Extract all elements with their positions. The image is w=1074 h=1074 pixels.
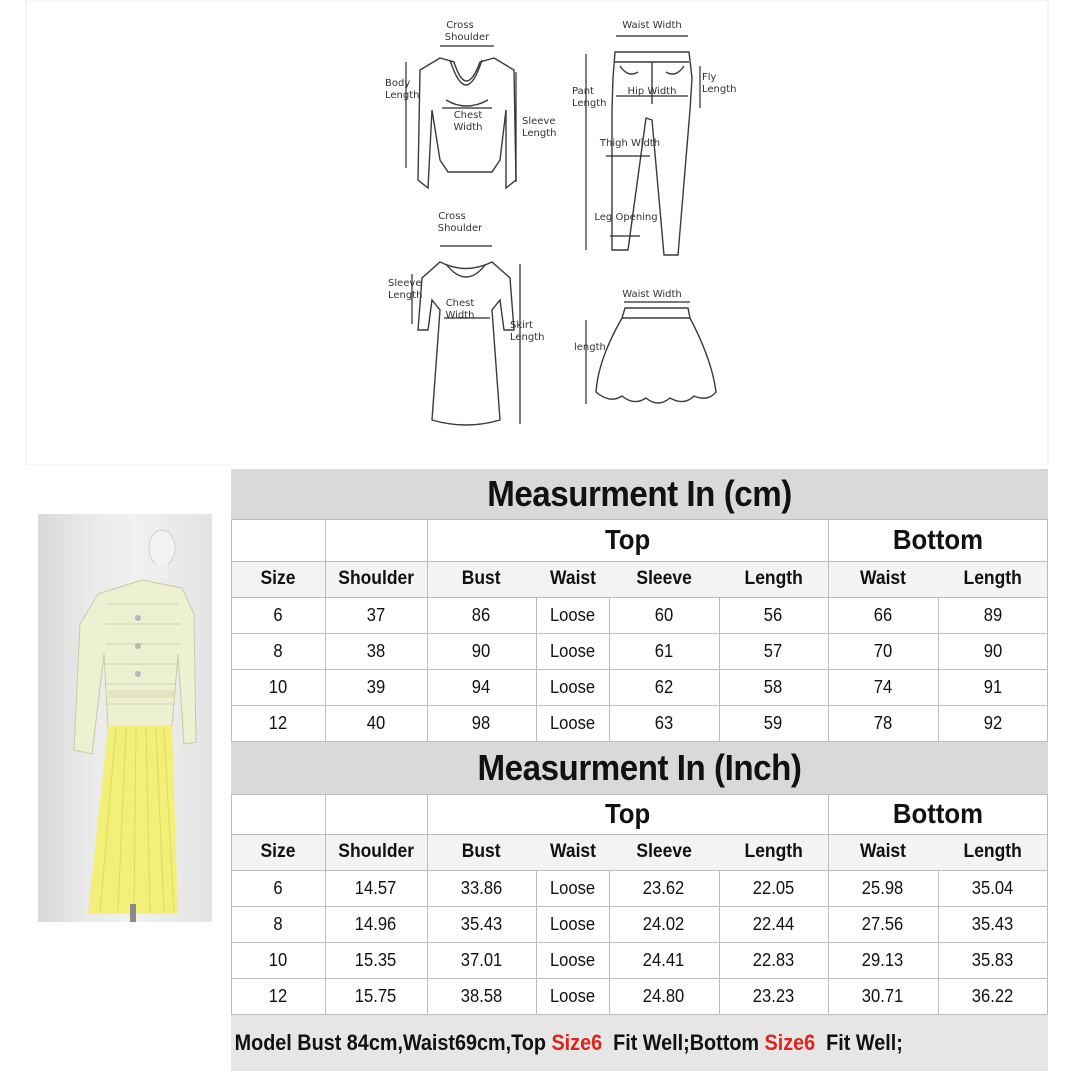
table-row — [231, 705, 1048, 741]
table-row — [231, 669, 1048, 705]
table-cell — [427, 978, 536, 1014]
table-cell-text: Loose — [549, 949, 596, 970]
garment-sketches — [0, 0, 1074, 465]
table-cell-text: 33.86 — [460, 877, 503, 898]
table-cell — [536, 942, 609, 978]
table-cell-text: 57 — [764, 640, 783, 661]
grid-line — [719, 597, 720, 741]
table-cell — [938, 633, 1048, 669]
table-cell-text: 6 — [273, 604, 283, 625]
table-cell — [325, 705, 427, 741]
table-cell — [536, 906, 609, 942]
table-cell-text: 37.01 — [460, 949, 503, 970]
table-cell-text: 39 — [366, 676, 386, 697]
grid-line — [231, 978, 1048, 979]
column-header — [231, 561, 325, 597]
table-cell-text: 40 — [366, 712, 386, 733]
table-cell-text: 22.83 — [752, 949, 795, 970]
column-header — [828, 561, 938, 597]
grid-line — [231, 633, 1048, 634]
note-text-3: Fit Well; — [815, 1030, 903, 1055]
table-cell-text: 30.71 — [862, 985, 904, 1006]
table-title: Measurment In (Inch) — [477, 747, 802, 788]
column-header — [609, 834, 719, 870]
group-top-label-text: Top — [604, 798, 651, 829]
column-header-row — [231, 561, 1048, 597]
grid-line — [325, 794, 326, 1014]
column-header-row — [231, 834, 1048, 870]
column-header-text: Waist — [549, 568, 596, 589]
column-header — [938, 834, 1048, 870]
table-title: Measurment In (cm) — [487, 473, 792, 514]
table-cell-text: 63 — [654, 712, 674, 733]
column-header — [325, 834, 427, 870]
grid-line — [231, 870, 1048, 871]
table-cell-text: Loose — [549, 985, 596, 1006]
column-header — [536, 834, 609, 870]
label-hip-width: Hip Width — [627, 86, 677, 97]
column-header-text: Size — [260, 568, 296, 589]
table-cell — [325, 870, 427, 906]
measurement-diagram — [0, 0, 1074, 465]
table-cell — [609, 633, 719, 669]
grid-line — [609, 870, 610, 1014]
table-cell — [231, 906, 325, 942]
label-dress-sleeve-length: Sleeve Length — [388, 278, 423, 301]
table-cell-text: 35.43 — [460, 913, 503, 934]
table-cell-text: Loose — [549, 877, 596, 898]
column-header — [427, 834, 536, 870]
table-cell-text: 38.58 — [460, 985, 503, 1006]
grid-line — [231, 519, 1048, 520]
table-cell-text: 91 — [983, 676, 1003, 697]
table-row — [231, 906, 1048, 942]
grid-line — [427, 519, 428, 741]
table-cell-text: 74 — [873, 676, 893, 697]
column-header-text: Waist — [860, 568, 906, 589]
table-row — [231, 870, 1048, 906]
table-cell — [536, 633, 609, 669]
table-cell — [828, 669, 938, 705]
table-cell-text: 35.83 — [972, 949, 1014, 970]
table-cell — [828, 942, 938, 978]
table-cell-text: 24.02 — [643, 913, 685, 934]
label-leg-opening: Leg Opening — [594, 212, 658, 223]
table-cell — [609, 978, 719, 1014]
grid-line — [609, 597, 610, 741]
table-cell — [536, 870, 609, 906]
grid-line — [536, 597, 537, 741]
column-header — [325, 561, 427, 597]
grid-line — [1047, 519, 1048, 741]
table-cell — [938, 978, 1048, 1014]
column-header-text: Waist — [549, 841, 596, 862]
column-header — [609, 561, 719, 597]
table-cell — [231, 633, 325, 669]
table-cell — [938, 597, 1048, 633]
table-cell-text: Loose — [549, 640, 596, 661]
table-cell-text: 23.23 — [752, 985, 795, 1006]
label-dress-cross-shoulder: Cross Shoulder — [437, 211, 483, 234]
table-cell-text: 37 — [366, 604, 386, 625]
group-bottom-label — [828, 794, 1048, 834]
column-header-text: Length — [963, 841, 1023, 862]
column-header — [231, 834, 325, 870]
table-cell — [231, 870, 325, 906]
table-cell — [536, 705, 609, 741]
grid-line — [231, 519, 232, 741]
label-top-cross-shoulder: Cross Shoulder — [444, 20, 490, 43]
table-cell — [938, 705, 1048, 741]
table-cell — [828, 705, 938, 741]
table-cell — [325, 978, 427, 1014]
grid-line — [231, 942, 1048, 943]
table-cell-text: 12 — [268, 712, 288, 733]
model-photo — [38, 514, 212, 922]
grid-line — [719, 870, 720, 1014]
label-body-length: Body Length — [385, 78, 420, 101]
table-cell-text: 22.44 — [752, 913, 795, 934]
table-cell-text: 22.05 — [752, 877, 795, 898]
table-cell — [609, 942, 719, 978]
note-size-bottom: Size6 — [764, 1030, 816, 1055]
column-header — [828, 834, 938, 870]
label-pant-length: Pant Length — [572, 86, 607, 109]
column-header-text: Length — [963, 568, 1023, 589]
table-cell-text: 90 — [472, 640, 491, 661]
table-cell-text: 27.56 — [862, 913, 904, 934]
grid-line — [231, 705, 1048, 706]
table-cell-text: 25.98 — [862, 877, 904, 898]
label-top-sleeve-length: Sleeve Length — [522, 116, 557, 139]
column-header-text: Sleeve — [636, 568, 692, 589]
table-row — [231, 633, 1048, 669]
column-header-text: Length — [744, 841, 803, 862]
table-cell-text: 24.80 — [643, 985, 685, 1006]
table-cell-text: 56 — [764, 604, 783, 625]
table-cell — [938, 669, 1048, 705]
table-cell-text: 86 — [472, 604, 491, 625]
group-header-row — [231, 794, 1048, 834]
grid-line — [536, 870, 537, 1014]
table-cell — [231, 705, 325, 741]
table-cell-text: 62 — [654, 676, 674, 697]
table-cell-text: 98 — [472, 712, 491, 733]
table-cell-text: 92 — [983, 712, 1003, 733]
grid-line — [325, 519, 326, 741]
label-skirt-length: Skirt Length — [510, 320, 545, 343]
table-cell — [427, 870, 536, 906]
grid-line — [1047, 794, 1048, 1014]
table-cell — [719, 597, 828, 633]
label-dress-chest-width: Chest Width — [445, 298, 475, 321]
group-top-label-text: Top — [604, 524, 651, 555]
table-cell-text: 15.75 — [355, 985, 397, 1006]
grid-line — [938, 597, 939, 741]
table-cell — [719, 870, 828, 906]
table-row — [231, 942, 1048, 978]
table-cell — [938, 906, 1048, 942]
table-cell — [609, 870, 719, 906]
table-cell-text: 10 — [268, 676, 288, 697]
table-cell-text: 14.96 — [355, 913, 397, 934]
table-cell — [427, 942, 536, 978]
note-text-1: Model Bust 84cm,Waist69cm,Top — [234, 1030, 552, 1055]
table-cell — [427, 597, 536, 633]
column-header — [938, 561, 1048, 597]
table-cell — [609, 705, 719, 741]
group-bottom-label-text: Bottom — [892, 524, 984, 555]
table-cell — [325, 597, 427, 633]
table-cell-text: 61 — [654, 640, 674, 661]
table-cell-text: 12 — [268, 985, 288, 1006]
table-cell — [938, 942, 1048, 978]
group-bottom-label-text: Bottom — [892, 798, 984, 829]
size-table — [231, 794, 1048, 1014]
column-header-text: Length — [744, 568, 803, 589]
column-header-text: Shoulder — [338, 841, 414, 862]
table-cell — [938, 870, 1048, 906]
table-cell-text: 66 — [873, 604, 893, 625]
table-row — [231, 978, 1048, 1014]
table-cell-text: 58 — [764, 676, 783, 697]
table-cell-text: Loose — [549, 712, 596, 733]
table-cell — [325, 942, 427, 978]
table-title-band — [231, 469, 1048, 519]
table-cell — [828, 870, 938, 906]
table-cell — [231, 597, 325, 633]
table-cell-text: 59 — [764, 712, 783, 733]
table-cell-text: 94 — [472, 676, 491, 697]
table-cell — [427, 633, 536, 669]
table-cell-text: 36.22 — [972, 985, 1014, 1006]
table-cell — [719, 942, 828, 978]
grid-line — [231, 669, 1048, 670]
table-cell-text: 29.13 — [862, 949, 904, 970]
label-pants-waist-width: Waist Width — [622, 20, 682, 31]
grid-line — [231, 794, 1048, 795]
grid-line — [231, 906, 1048, 907]
grid-line — [828, 519, 829, 741]
table-cell-text: 14.57 — [355, 877, 397, 898]
table-cell — [828, 597, 938, 633]
table-cell — [325, 906, 427, 942]
table-cell-text: 89 — [983, 604, 1003, 625]
size-table — [231, 519, 1048, 741]
table-row — [231, 597, 1048, 633]
table-cell — [828, 633, 938, 669]
table-cell — [427, 705, 536, 741]
column-header-text: Size — [260, 841, 296, 862]
table-cell — [719, 669, 828, 705]
table-cell — [231, 978, 325, 1014]
table-cell-text: Loose — [549, 604, 596, 625]
table-cell-text: 15.35 — [355, 949, 397, 970]
table-cell-text: 6 — [273, 877, 283, 898]
table-cell-text: 90 — [983, 640, 1003, 661]
grid-line — [231, 597, 1048, 598]
table-cell-text: Loose — [549, 676, 596, 697]
model-fit-note — [231, 1015, 1048, 1071]
table-cell-text: 8 — [273, 640, 283, 661]
table-cell — [536, 978, 609, 1014]
grid-line — [828, 794, 829, 1014]
table-cell — [231, 942, 325, 978]
note-size-top: Size6 — [551, 1030, 603, 1055]
table-cell-text: 8 — [273, 913, 283, 934]
table-cell-text: 24.41 — [643, 949, 685, 970]
group-header-row — [231, 519, 1048, 561]
table-cell-text: 60 — [654, 604, 674, 625]
column-header-text: Sleeve — [636, 841, 692, 862]
grid-line — [231, 561, 1048, 562]
table-cell — [536, 597, 609, 633]
table-cell-text: 70 — [873, 640, 893, 661]
grid-line — [231, 794, 232, 1014]
table-cell-text: 35.04 — [972, 877, 1014, 898]
column-header-text: Waist — [860, 841, 906, 862]
label-fly-length: Fly Length — [702, 72, 737, 95]
label-skirt-waist-width: Waist Width — [622, 289, 682, 300]
column-header-text: Shoulder — [338, 568, 414, 589]
column-header — [719, 834, 828, 870]
table-cell — [828, 906, 938, 942]
table-cell — [231, 669, 325, 705]
table-cell-text: 38 — [366, 640, 386, 661]
table-cell — [536, 669, 609, 705]
label-thigh-width: Thigh Width — [599, 138, 661, 149]
column-header-text: Bust — [462, 568, 501, 589]
group-top-label — [427, 519, 828, 561]
table-cell — [427, 669, 536, 705]
grid-line — [427, 794, 428, 1014]
table-cell — [719, 906, 828, 942]
column-header — [719, 561, 828, 597]
table-cell-text: 35.43 — [972, 913, 1014, 934]
column-header — [536, 561, 609, 597]
label-skirt-length-short: length — [574, 342, 606, 353]
grid-line — [938, 870, 939, 1014]
table-cell-text: 10 — [268, 949, 288, 970]
table-cell — [828, 978, 938, 1014]
group-top-label — [427, 794, 828, 834]
table-cell — [719, 633, 828, 669]
table-cell — [325, 633, 427, 669]
table-cell — [719, 705, 828, 741]
table-cell — [609, 597, 719, 633]
table-cell — [325, 669, 427, 705]
grid-line — [231, 834, 1048, 835]
table-cell — [609, 669, 719, 705]
note-text-2: Fit Well;Bottom — [602, 1030, 765, 1055]
group-bottom-label — [828, 519, 1048, 561]
table-cell-text: 23.62 — [643, 877, 685, 898]
column-header — [427, 561, 536, 597]
table-cell-text: Loose — [549, 913, 596, 934]
label-top-chest-width: Chest Width — [453, 110, 483, 133]
table-cell-text: 78 — [873, 712, 893, 733]
column-header-text: Bust — [462, 841, 501, 862]
table-cell — [719, 978, 828, 1014]
table-cell — [427, 906, 536, 942]
table-title-band — [231, 742, 1048, 794]
table-cell — [609, 906, 719, 942]
